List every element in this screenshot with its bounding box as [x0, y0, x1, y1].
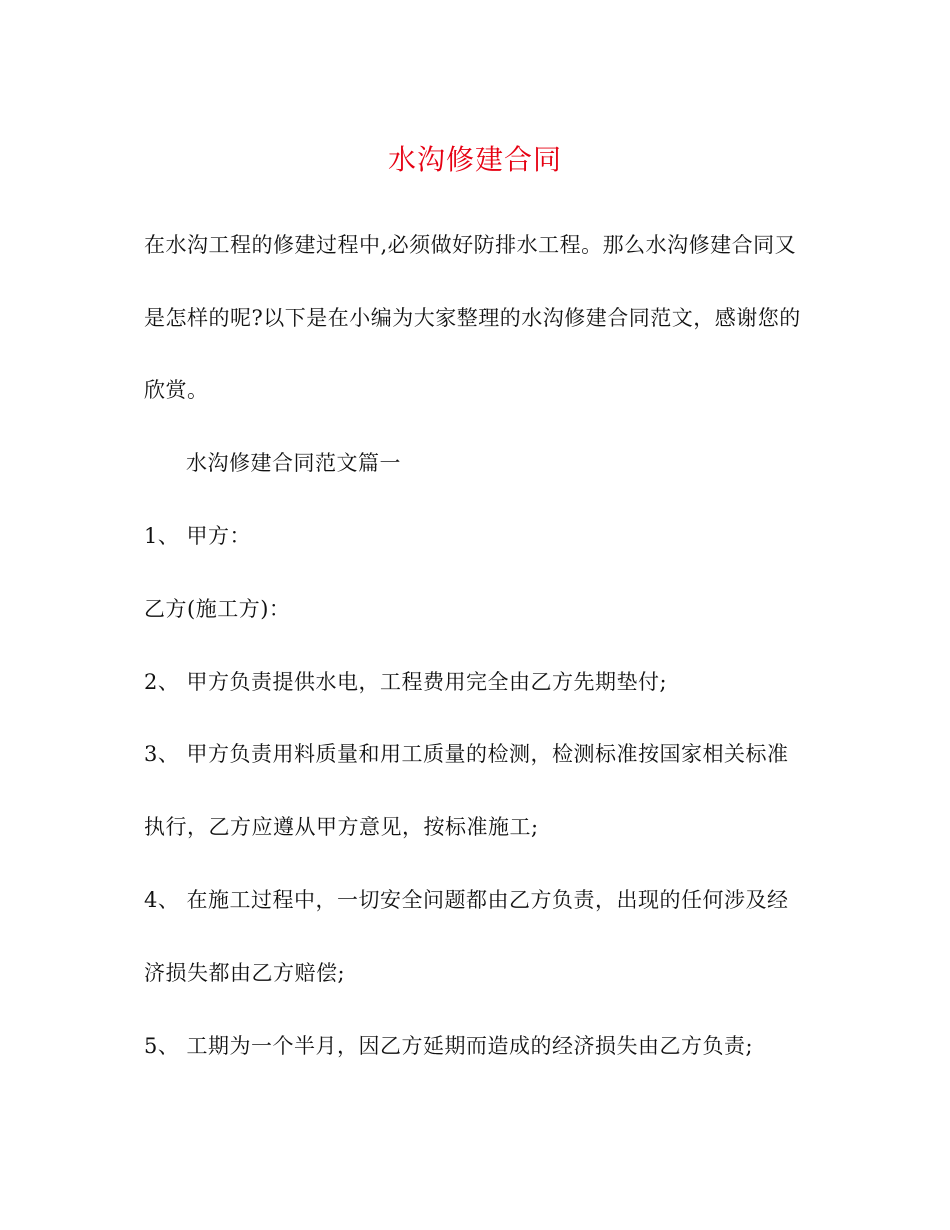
- clause-2: 2、 甲方负责提供水电，工程费用完全由乙方先期垫付;: [144, 670, 668, 694]
- intro-line-2: 是怎样的呢?以下是在小编为大家整理的水沟修建合同范文，感谢您的: [144, 306, 801, 330]
- section-heading: 水沟修建合同范文篇一: [186, 451, 401, 475]
- document-title: 水沟修建合同: [387, 143, 562, 176]
- intro-line-1: 在水沟工程的修建过程中,必须做好防排水工程。那么水沟修建合同又: [144, 233, 797, 257]
- clause-3-line-2: 执行，乙方应遵从甲方意见，按标准施工;: [144, 815, 539, 839]
- clause-4-line-2: 济损失都由乙方赔偿;: [144, 961, 346, 985]
- clause-5: 5、 工期为一个半月，因乙方延期而造成的经济损失由乙方负责;: [144, 1034, 754, 1058]
- clause-3-line-1: 3、 甲方负责用料质量和用工质量的检测，检测标准按国家相关标准: [144, 742, 789, 766]
- clause-4-line-1: 4、 在施工过程中，一切安全问题都由乙方负责，出现的任何涉及经: [144, 888, 789, 912]
- intro-line-3: 欣赏。: [144, 378, 209, 402]
- clause-1-party-a: 1、 甲方：: [144, 524, 252, 548]
- clause-party-b: 乙方(施工方)：: [144, 597, 291, 621]
